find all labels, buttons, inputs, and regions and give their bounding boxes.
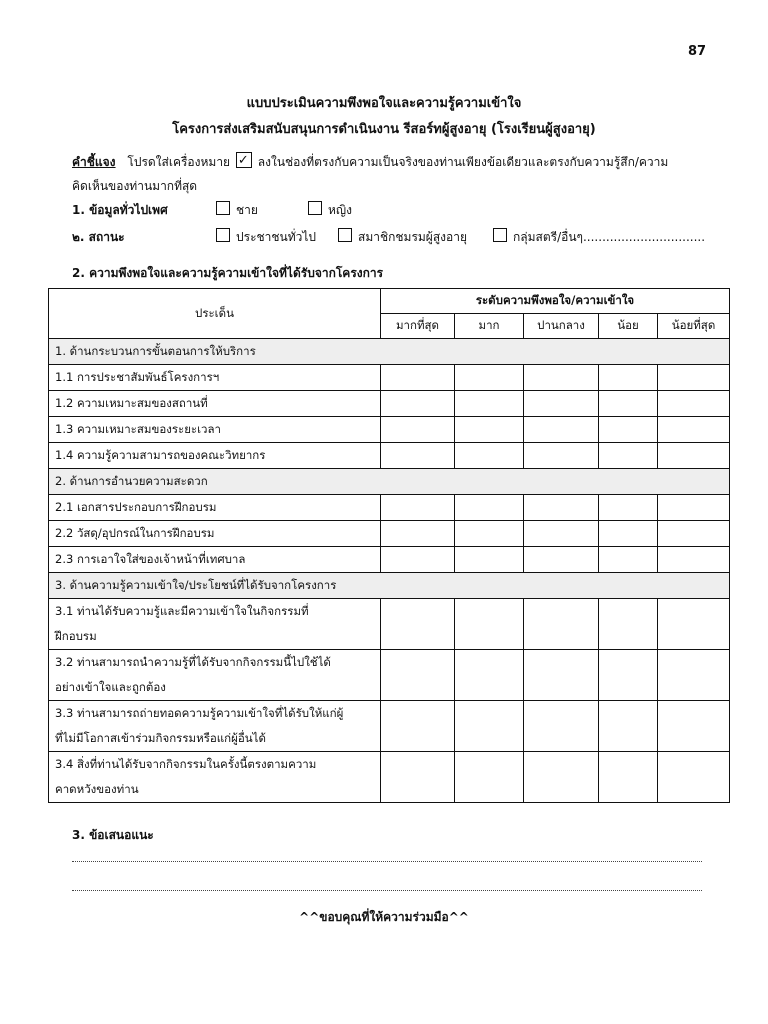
item-label xyxy=(49,417,381,443)
level-col-header: ปานกลาง xyxy=(524,314,599,339)
item-text-line: 3.2 ท่านสามารถนำความรู้ที่ได้รับจากกิจกรรมนี้ไปใช้ได้ xyxy=(55,655,331,669)
rating-cell[interactable] xyxy=(455,417,524,443)
rating-cell[interactable] xyxy=(658,495,730,521)
status-option-elderly-club[interactable] xyxy=(338,226,467,248)
rating-cell[interactable] xyxy=(381,391,455,417)
section2-title: 2. ความพึงพอใจและความรู้ความเข้าใจที่ได้รับจากโครงการ xyxy=(72,266,384,280)
status-label: ๒. สถานะ xyxy=(72,230,125,244)
status-row xyxy=(72,226,712,248)
rating-cell[interactable] xyxy=(381,547,455,573)
item-text-line: 1.4 ความรู้ความสามารถของคณะวิทยากร xyxy=(55,447,266,462)
rating-cell[interactable] xyxy=(524,443,599,469)
item-label xyxy=(49,391,381,417)
rating-cell[interactable] xyxy=(455,701,524,752)
category-label: 1. ด้านกระบวนการขั้นตอนการให้บริการ xyxy=(49,339,730,365)
rating-cell[interactable] xyxy=(599,650,658,701)
table-row xyxy=(49,650,730,701)
table-row xyxy=(49,521,730,547)
category-label: 2. ด้านการอำนวยความสะดวก xyxy=(49,469,730,495)
item-text-line: ที่ไม่มีโอกาสเข้าร่วมกิจกรรมหรือแก่ผู้อื่นได้ xyxy=(55,731,266,745)
form-subtitle: โครงการส่งเสริมสนับสนุนการดำเนินงาน รีสอร์ทผู้สูงอายุ (โรงเรียนผู้สูงอายุ) xyxy=(172,122,596,137)
rating-cell[interactable] xyxy=(524,752,599,803)
checkbox-icon[interactable] xyxy=(308,201,322,215)
table-row xyxy=(49,365,730,391)
rating-cell[interactable] xyxy=(599,599,658,650)
item-text-line: ฝึกอบรม xyxy=(55,629,97,643)
item-label xyxy=(49,365,381,391)
item-text-line: 3.3 ท่านสามารถถ่ายทอดความรู้ความเข้าใจที่ได้รับให้แก่ผู้ xyxy=(55,706,344,720)
item-label xyxy=(49,650,381,701)
item-label xyxy=(49,752,381,803)
rating-cell[interactable] xyxy=(381,417,455,443)
table-row xyxy=(49,495,730,521)
instruction-text-before: โปรดใส่เครื่องหมาย xyxy=(127,155,231,169)
rating-cell[interactable] xyxy=(381,650,455,701)
rating-cell[interactable] xyxy=(658,701,730,752)
option-label: ชาย xyxy=(236,203,258,217)
rating-cell[interactable] xyxy=(599,752,658,803)
rating-cell[interactable] xyxy=(524,495,599,521)
rating-cell[interactable] xyxy=(455,650,524,701)
item-text-line: คาดหวังของท่าน xyxy=(55,782,139,796)
category-row xyxy=(49,469,730,495)
item-text-line: 2.2 วัสดุ/อุปกรณ์ในการฝึกอบรม xyxy=(55,525,215,540)
rating-cell[interactable] xyxy=(524,599,599,650)
option-label: ประชาชนทั่วไป xyxy=(236,230,317,244)
table-row xyxy=(49,752,730,803)
issue-header: ประเด็น xyxy=(49,289,381,339)
rating-cell[interactable] xyxy=(455,599,524,650)
rating-cell[interactable] xyxy=(658,417,730,443)
rating-cell[interactable] xyxy=(658,365,730,391)
rating-cell[interactable] xyxy=(599,365,658,391)
checkmark-icon xyxy=(236,152,252,168)
item-text-line: 3.1 ท่านได้รับความรู้และมีความเข้าใจในกิจกรรมที่ xyxy=(55,604,309,618)
category-label: 3. ด้านความรู้ความเข้าใจ/ประโยชน์ที่ได้รับจากโครงการ xyxy=(49,573,730,599)
rating-cell[interactable] xyxy=(599,521,658,547)
table-row xyxy=(49,701,730,752)
page-number: 87 xyxy=(688,44,707,59)
rating-cell[interactable] xyxy=(658,599,730,650)
section3-title: 3. ข้อเสนอแนะ xyxy=(72,828,154,842)
checkbox-icon[interactable] xyxy=(338,228,352,242)
rating-cell[interactable] xyxy=(381,752,455,803)
rating-cell[interactable] xyxy=(599,443,658,469)
checkbox-icon[interactable] xyxy=(493,228,507,242)
rating-cell[interactable] xyxy=(658,443,730,469)
gender-row xyxy=(72,199,712,221)
table-row xyxy=(49,547,730,573)
rating-cell[interactable] xyxy=(455,547,524,573)
rating-cell[interactable] xyxy=(599,391,658,417)
item-text-line: 1.3 ความเหมาะสมของระยะเวลา xyxy=(55,421,222,436)
status-option-public[interactable] xyxy=(216,226,316,248)
rating-cell[interactable] xyxy=(524,521,599,547)
item-text-line: 1.2 ความเหมาะสมของสถานที่ xyxy=(55,395,208,410)
item-label xyxy=(49,495,381,521)
rating-cell[interactable] xyxy=(455,365,524,391)
rating-cell[interactable] xyxy=(381,599,455,650)
item-label xyxy=(49,443,381,469)
rating-cell[interactable] xyxy=(658,752,730,803)
rating-cell[interactable] xyxy=(599,495,658,521)
rating-cell[interactable] xyxy=(658,547,730,573)
item-text-line: อย่างเข้าใจและถูกต้อง xyxy=(55,680,166,694)
rating-cell[interactable] xyxy=(455,752,524,803)
rating-cell[interactable] xyxy=(381,521,455,547)
level-header: ระดับความพึงพอใจ/ความเข้าใจ xyxy=(381,289,730,314)
option-label: สมาชิกชมรมผู้สูงอายุ xyxy=(358,230,467,244)
rating-cell[interactable] xyxy=(658,521,730,547)
rating-cell[interactable] xyxy=(524,547,599,573)
checkbox-icon[interactable] xyxy=(216,201,230,215)
level-col-header: น้อย xyxy=(599,314,658,339)
item-text-line: 2.3 การเอาใจใส่ของเจ้าหน้าที่เทศบาล xyxy=(55,551,246,566)
rating-cell[interactable] xyxy=(455,391,524,417)
item-label xyxy=(49,547,381,573)
table-row xyxy=(49,443,730,469)
item-label xyxy=(49,521,381,547)
item-text-line: 3.4 สิ่งที่ท่านได้รับจากกิจกรรมในครั้งนี้ตรงตามความ xyxy=(55,757,317,771)
level-col-header: มากที่สุด xyxy=(381,314,455,339)
table-row xyxy=(49,391,730,417)
level-col-header: น้อยที่สุด xyxy=(658,314,730,339)
item-label xyxy=(49,701,381,752)
rating-cell[interactable] xyxy=(455,443,524,469)
rating-cell[interactable] xyxy=(381,495,455,521)
rating-cell[interactable] xyxy=(599,417,658,443)
gender-option-male[interactable] xyxy=(216,199,258,221)
item-text-line: 1.1 การประชาสัมพันธ์โครงการฯ xyxy=(55,369,220,384)
rating-cell[interactable] xyxy=(658,391,730,417)
rating-cell[interactable] xyxy=(455,495,524,521)
satisfaction-table xyxy=(48,288,730,803)
thanks-text: ^^ขอบคุณที่ให้ความร่วมมือ^^ xyxy=(299,910,469,924)
checkbox-icon[interactable] xyxy=(216,228,230,242)
category-row xyxy=(49,339,730,365)
item-label xyxy=(49,599,381,650)
rating-cell[interactable] xyxy=(524,650,599,701)
suggestion-line[interactable] xyxy=(72,860,702,862)
instruction-text-line2: คิดเห็นของท่านมากที่สุด xyxy=(72,179,198,193)
rating-cell[interactable] xyxy=(524,391,599,417)
level-col-header: มาก xyxy=(455,314,524,339)
rating-cell[interactable] xyxy=(599,547,658,573)
table-row xyxy=(49,417,730,443)
option-label: หญิง xyxy=(328,203,352,217)
rating-cell[interactable] xyxy=(381,365,455,391)
rating-cell[interactable] xyxy=(524,701,599,752)
option-label: กลุ่มสตรี/อื่นๆ................................ xyxy=(513,230,706,244)
rating-cell[interactable] xyxy=(381,701,455,752)
rating-cell[interactable] xyxy=(455,521,524,547)
rating-cell[interactable] xyxy=(599,701,658,752)
instruction-lead: คำชี้แจง xyxy=(72,155,116,169)
status-option-women-group[interactable] xyxy=(493,226,705,248)
form-title: แบบประเมินความพึงพอใจและความรู้ความเข้าใจ xyxy=(246,96,522,111)
suggestion-line[interactable] xyxy=(72,889,702,891)
rating-cell[interactable] xyxy=(524,365,599,391)
rating-cell[interactable] xyxy=(658,650,730,701)
rating-cell[interactable] xyxy=(524,417,599,443)
instruction-text-after: ลงในช่องที่ตรงกับความเป็นจริงของท่านเพียงข้อเดียวและตรงกับความรู้สึก/ความ xyxy=(257,155,669,169)
category-row xyxy=(49,573,730,599)
instructions xyxy=(72,150,712,198)
gender-option-female[interactable] xyxy=(308,199,352,221)
gender-label: 1. ข้อมูลทั่วไปเพศ xyxy=(72,203,168,217)
rating-cell[interactable] xyxy=(381,443,455,469)
table-row xyxy=(49,599,730,650)
item-text-line: 2.1 เอกสารประกอบการฝึกอบรม xyxy=(55,499,217,514)
